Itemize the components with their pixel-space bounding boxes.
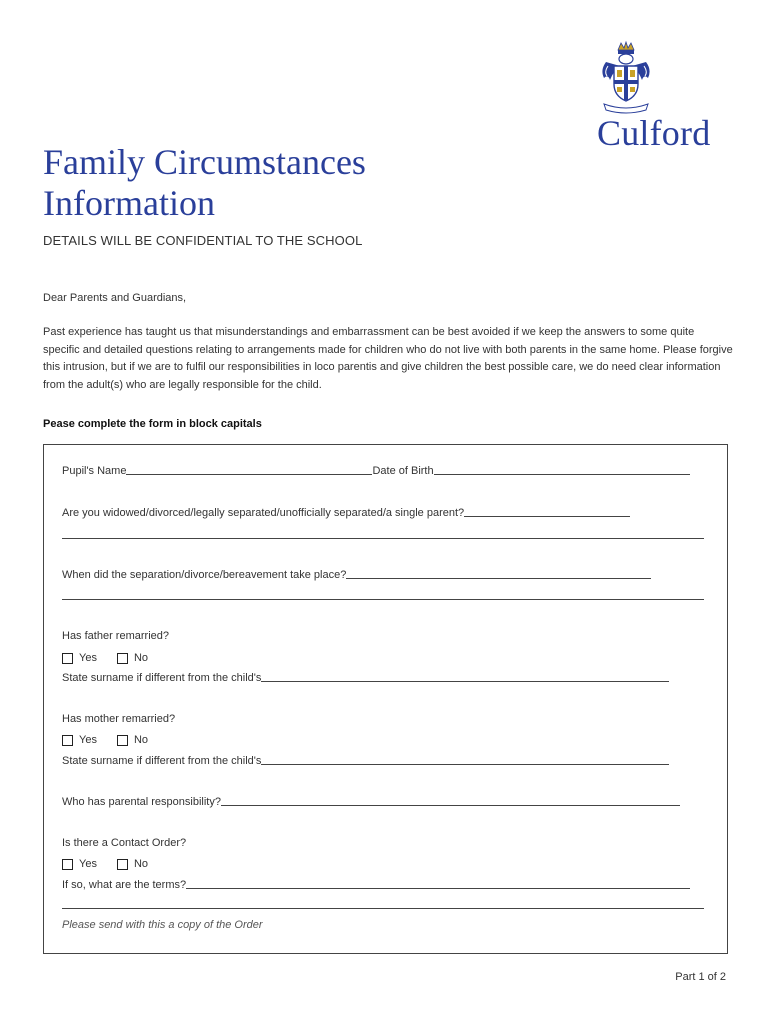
terms-field[interactable] xyxy=(186,879,690,889)
status-field-line-2[interactable] xyxy=(62,538,704,539)
dob-field[interactable] xyxy=(434,465,690,475)
letter-body: Past experience has taught us that misunderstandings and embarrassment can be best avoided if we keep the answers to some quite specific and detailed questions relating to arrangements made for children who do not live with both parents in the same home. Please forgive this intrusion, but if we are to fulfil our responsibilities in loco parentis and give children the best possible care, we do need clear information from the adult(s) who are legally responsible for the child. xyxy=(43,326,733,391)
page-title-line-1: Family Circumstances xyxy=(43,142,366,182)
parental-question: Who has parental responsibility? xyxy=(62,796,221,808)
contact-no-label: No xyxy=(133,858,149,870)
father-yes-checkbox[interactable] xyxy=(62,653,73,664)
father-yes-label: Yes xyxy=(79,652,97,664)
form-container xyxy=(43,444,728,954)
parental-field[interactable] xyxy=(221,796,680,806)
school-crest-icon xyxy=(596,40,656,114)
father-no-label: No xyxy=(133,652,149,664)
mother-no-checkbox[interactable] xyxy=(117,735,128,746)
contact-row xyxy=(62,837,186,849)
separation-question: When did the separation/divorce/bereavement take place? xyxy=(62,569,347,581)
mother-question: Has mother remarried? xyxy=(62,713,176,725)
pupil-name-field[interactable] xyxy=(126,465,372,475)
dob-label: Date of Birth xyxy=(372,465,434,477)
brand-wordmark: Culford xyxy=(597,113,711,153)
separation-field[interactable] xyxy=(346,569,651,579)
status-field[interactable] xyxy=(464,507,630,517)
mother-yes-checkbox[interactable] xyxy=(62,735,73,746)
father-surname-row xyxy=(62,672,669,684)
mother-no-label: No xyxy=(133,734,149,746)
terms-row xyxy=(62,879,690,891)
page-subtitle: DETAILS WILL BE CONFIDENTIAL TO THE SCHOOL xyxy=(43,233,363,248)
father-surname-field[interactable] xyxy=(261,672,669,682)
contact-yes-option[interactable] xyxy=(62,858,97,870)
terms-field-line-2[interactable] xyxy=(62,908,704,909)
mother-yes-label: Yes xyxy=(79,734,97,746)
pupil-name-label: Pupil's Name xyxy=(62,465,127,477)
mother-no-option[interactable] xyxy=(117,734,148,746)
form-instruction: Pease complete the form in block capitals xyxy=(43,418,262,430)
father-no-checkbox[interactable] xyxy=(117,653,128,664)
father-no-option[interactable] xyxy=(117,652,148,664)
page-title xyxy=(43,142,366,224)
father-surname-label: State surname if different from the child's xyxy=(62,672,262,684)
mother-surname-field[interactable] xyxy=(261,755,669,765)
status-question: Are you widowed/divorced/legally separated/unofficially separated/a single parent? xyxy=(62,507,465,519)
contact-yes-checkbox[interactable] xyxy=(62,859,73,870)
father-question: Has father remarried? xyxy=(62,630,169,642)
separation-field-line-2[interactable] xyxy=(62,599,704,600)
letter-greeting: Dear Parents and Guardians, xyxy=(43,292,187,304)
page-title-line-2: Information xyxy=(43,183,215,223)
father-yes-option[interactable] xyxy=(62,652,97,664)
father-choices xyxy=(62,652,168,664)
separation-row xyxy=(62,569,651,581)
status-row xyxy=(62,507,630,519)
contact-yes-label: Yes xyxy=(79,858,97,870)
contact-no-checkbox[interactable] xyxy=(117,859,128,870)
contact-no-option[interactable] xyxy=(117,858,148,870)
contact-question: Is there a Contact Order? xyxy=(62,837,187,849)
mother-surname-row xyxy=(62,755,669,767)
pupil-row xyxy=(62,465,690,477)
parental-row xyxy=(62,796,680,808)
page-indicator: Part 1 of 2 xyxy=(675,971,726,983)
mother-yes-option[interactable] xyxy=(62,734,97,746)
order-note: Please send with this a copy of the Order xyxy=(62,919,263,931)
mother-choices xyxy=(62,734,168,746)
father-row xyxy=(62,630,169,642)
mother-surname-label: State surname if different from the child's xyxy=(62,755,262,767)
contact-choices xyxy=(62,858,168,870)
terms-label: If so, what are the terms? xyxy=(62,879,187,891)
mother-row xyxy=(62,713,175,725)
